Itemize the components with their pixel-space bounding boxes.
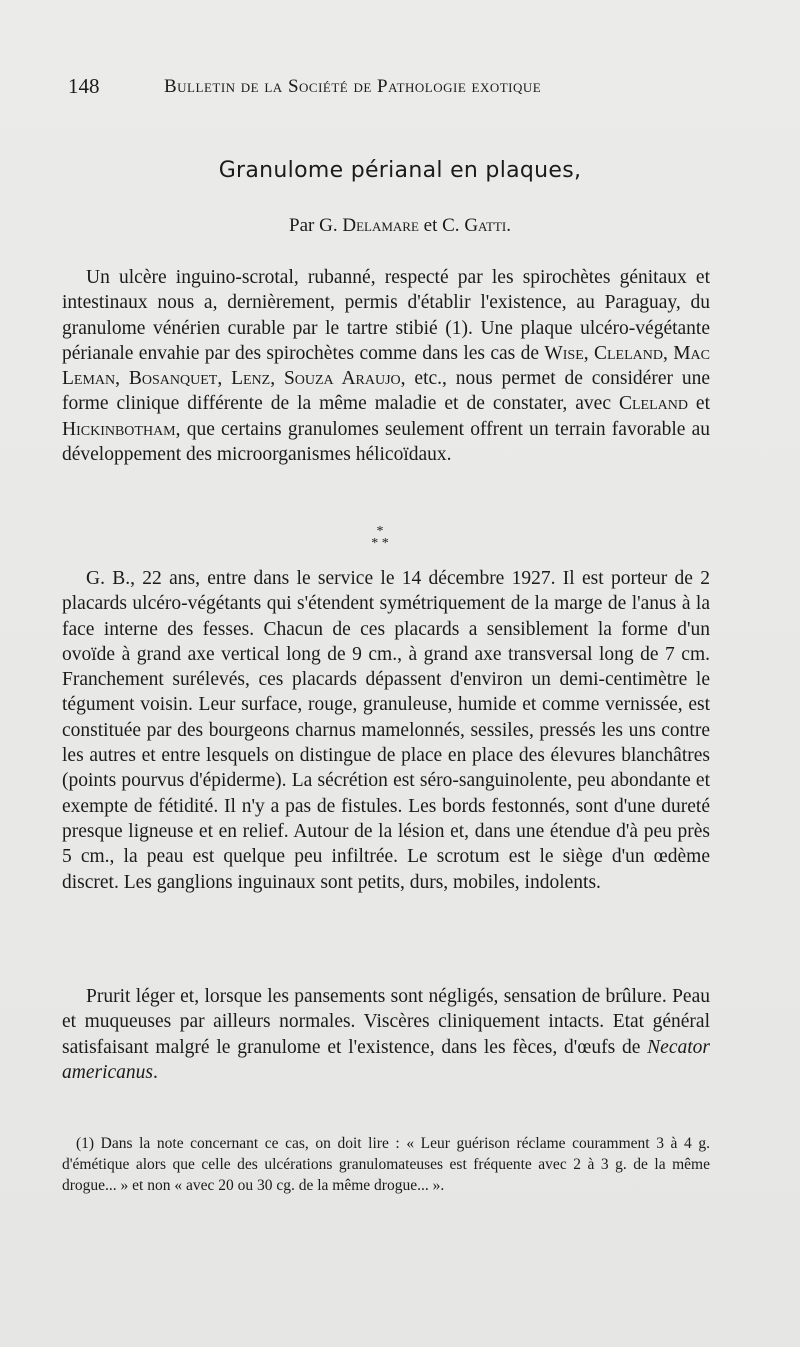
- symptoms-text-b: .: [153, 1061, 158, 1083]
- byline-mid: et C.: [418, 215, 465, 236]
- separator-bottom: * *: [371, 536, 389, 551]
- paragraph-intro: [62, 265, 710, 467]
- page-number: 148: [68, 74, 100, 98]
- author-delamare: Delamare: [342, 215, 419, 236]
- species-name: Necator americanus: [62, 1036, 710, 1083]
- intro-text-c: et: [687, 393, 710, 415]
- author-gatti: Gatti: [464, 215, 507, 236]
- intro-text-b: , etc., nous permet de considérer une forme clinique différente de la même maladie et de constater, avec: [62, 368, 710, 415]
- page-header: [68, 74, 748, 104]
- byline-end: .: [506, 215, 511, 236]
- intro-text-d: , que certains granulomes seulement offrent un terrain favorable au développement des microorganismes hélicoïdaux.: [62, 418, 710, 466]
- intro-text-a: Un ulcère inguino-scrotal, rubanné, respecté par les spirochètes génitaux et intestinaux nous a, dernièrement, permis d'établir l'existence, au Paraguay, du granulome vénérien curable par le tartre stibié (1). Une plaque ulcéro-végétante périanale envahie par des spirochètes comme dans les cas de: [62, 267, 710, 364]
- cited-cleland: Cleland: [618, 393, 688, 415]
- section-separator: [0, 526, 760, 550]
- running-head: Bulletin de la Société de Pathologie exotique: [164, 76, 542, 97]
- cited-hickinbotham: Hickinbotham: [62, 418, 176, 440]
- article-byline: [0, 215, 800, 237]
- separator-top: *: [376, 524, 384, 539]
- paragraph-symptoms: [62, 984, 710, 1085]
- symptoms-text-a: Prurit léger et, lorsque les pansements sont négligés, sensation de brûlure. Peau et muqueuses par ailleurs normales. Viscères cliniquement intacts. Etat général satisfaisant malgré le granulome et l'existence, dans les fèces, d'œufs de: [62, 986, 710, 1058]
- paragraph-case: G. B., 22 ans, entre dans le service le 14 décembre 1927. Il est porteur de 2 placards ulcéro-végétants qui s'étendent symétriquement de la marge de l'anus à la face interne des fesses. Chacun de ces placards a sensiblement la forme d'un ovoïde à grand axe vertical long de 9 cm., à grand axe transversal long de 7 cm. Franchement surélevés, ces placards dépassent d'environ un demi-centimètre le tégument voisin. Leur surface, rouge, granuleuse, humide et comme vernissée, est constituée par des bourgeons charnus mamelonnés, sessiles, pressés les uns contre les autres et entre lesquels on distingue de place en place des élevures blanchâtres (points pourvus d'épiderme). La sécrétion est séro-sanguinolente, peu abondante et exempte de fétidité. Il n'y a pas de fistules. Les bords festonnés, sont d'une dureté presque ligneuse et en relief. Autour de la lésion et, dans une étendue d'à peu près 5 cm., la peau est quelque peu infiltrée. Le scrotum est le siège d'un œdème discret. Les ganglions inguinaux sont petits, durs, mobiles, indolents.: [62, 568, 710, 893]
- article-title: Granulome périanal en plaques,: [218, 158, 582, 183]
- footnote: (1) Dans la note concernant ce cas, on doit lire : « Leur guérison réclame couramment 3 à 4 g. d'émétique alors que celle des ulcérations granulomateuses est fréquente avec 2 à 3 g. de la même drogue... » et non « avec 20 ou 30 cg. de la même drogue... ».: [62, 1135, 710, 1194]
- byline-prefix: Par G.: [289, 215, 343, 236]
- cited-authors: Wise, Cleland, Mac Leman, Bosanquet, Lenz, Souza Araujo: [62, 342, 710, 390]
